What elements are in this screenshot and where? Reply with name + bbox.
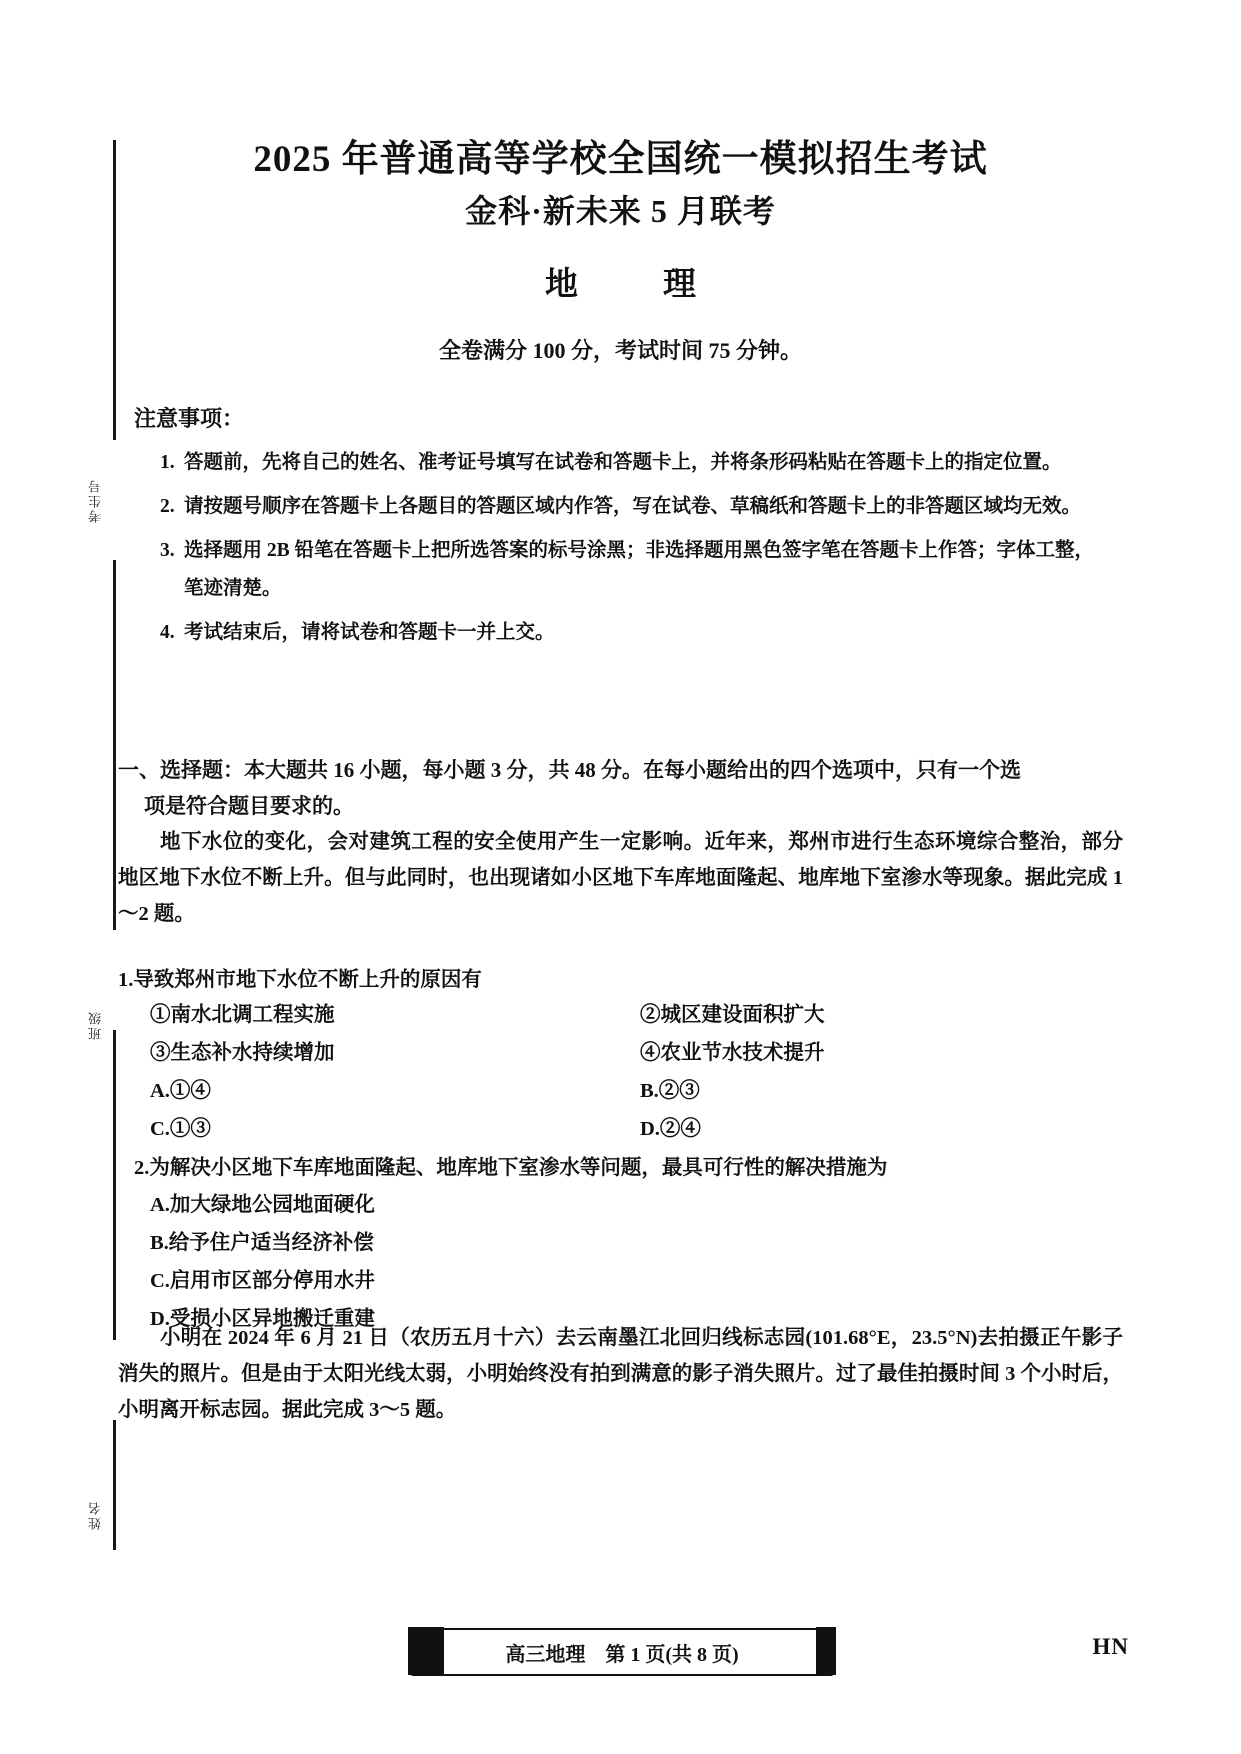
choice-a[interactable]: A.①④ [150, 1080, 211, 1102]
notice-heading: 注意事项： [134, 406, 245, 431]
subject-name: 地 理 [545, 267, 722, 303]
notice-item-text: 考试结束后，请将试卷和答题卡一并上交。 [184, 622, 555, 643]
side-label-class: 班级 [88, 1010, 103, 1040]
score-and-time: 全卷满分 100 分，考试时间 75 分钟。 [438, 338, 802, 363]
passage-1: 地下水位的变化，会对建筑工程的安全使用产生一定影响。近年来，郑州市进行生态环境综合整治，部分地区地下水位不断上升。但与此同时，也出现诸如小区地下车库地面隆起、地库地下室渗水等现象。据此完成 1～2 题。 [118, 831, 1123, 925]
footer-page-indicator [410, 1628, 834, 1676]
page-subtitle: 金科·新未来 5 月联考 [465, 193, 776, 229]
side-label-exam-number: 考生号 [88, 478, 103, 523]
choice-b[interactable]: B.②③ [640, 1080, 700, 1102]
question-2-number: 2. [134, 1157, 150, 1179]
margin-rule [113, 560, 116, 930]
choice-d[interactable]: D.②④ [640, 1118, 701, 1140]
sub-option[interactable]: ①南水北调工程实施 [150, 1004, 335, 1026]
notice-item-number: 4. [160, 622, 175, 643]
list-item [160, 488, 1110, 526]
notice-item-number: 1. [160, 452, 175, 473]
question-1-prompt: 导致郑州市地下水位不断上升的原因有 [133, 969, 482, 991]
notice-list [160, 444, 1110, 658]
passage-2: 小明在 2024 年 6 月 21 日（农历五月十六）去云南墨江北回归线标志园(101.68°E，23.5°N)去拍摄正午影子消失的照片。但是由于太阳光线太弱，小明始终没有拍到满意的影子消失照片。过了最佳拍摄时间 3 个小时后，小明离开标志园。据此完成 3～5 题。 [118, 1327, 1123, 1421]
region-code: HN [1092, 1634, 1129, 1659]
barcode-block-icon [816, 1627, 836, 1675]
margin-rule [113, 1030, 116, 1340]
question-2-choices [150, 1186, 1050, 1338]
page-title: 2025 年普通高等学校全国统一模拟招生考试 [253, 139, 988, 180]
page-info-text: 高三地理 第 1 页(共 8 页) [505, 1643, 739, 1666]
question-1-choices [150, 1072, 1130, 1148]
notice-item-number: 3. [160, 540, 175, 561]
list-item [160, 532, 1110, 608]
notice-item-text: 请按题号顺序在答题卡上各题目的答题区域内作答，写在试卷、草稿纸和答题卡上的非答题区域均无效。 [184, 496, 1082, 517]
question-1-text [118, 962, 1128, 998]
section-heading-line2: 项是符合题目要求的。 [144, 794, 354, 818]
choice-c[interactable]: C.①③ [150, 1118, 211, 1140]
margin-rule [113, 1420, 116, 1550]
notice-item-number: 2. [160, 496, 175, 517]
question-1-sub-options [150, 996, 1130, 1072]
choice-b[interactable]: B.给予住户适当经济补偿 [150, 1232, 374, 1254]
notice-item-text: 答题前，先将自己的姓名、准考证号填写在试卷和答题卡上，并将条形码粘贴在答题卡上的指定位置。 [184, 452, 1062, 473]
barcode-block-icon [408, 1627, 444, 1675]
notice-item-text: 选择题用 2B 铅笔在答题卡上把所选答案的标号涂黑；非选择题用黑色签字笔在答题卡上作答；字体工整，笔迹清楚。 [184, 540, 1095, 599]
list-item [160, 444, 1110, 482]
question-2-prompt: 为解决小区地下车库地面隆起、地库地下室渗水等问题，最具可行性的解决措施为 [149, 1157, 888, 1179]
question-2-text [134, 1150, 1144, 1186]
choice-c[interactable]: C.启用市区部分停用水井 [150, 1270, 375, 1292]
side-label-name: 姓名 [88, 1500, 103, 1530]
question-1-number: 1. [118, 969, 134, 991]
list-item [160, 614, 1110, 652]
section-heading [118, 752, 1118, 824]
choice-d[interactable]: D.受损小区异地搬迁重建 [150, 1308, 375, 1330]
choice-a[interactable]: A.加大绿地公园地面硬化 [150, 1194, 375, 1216]
sub-option[interactable]: ④农业节水技术提升 [640, 1042, 825, 1064]
sub-option[interactable]: ②城区建设面积扩大 [640, 1004, 825, 1026]
section-heading-line1: 一、选择题：本大题共 16 小题，每小题 3 分，共 48 分。在每小题给出的四个选项中，只有一个选 [118, 758, 1021, 782]
sub-option[interactable]: ③生态补水持续增加 [150, 1042, 335, 1064]
